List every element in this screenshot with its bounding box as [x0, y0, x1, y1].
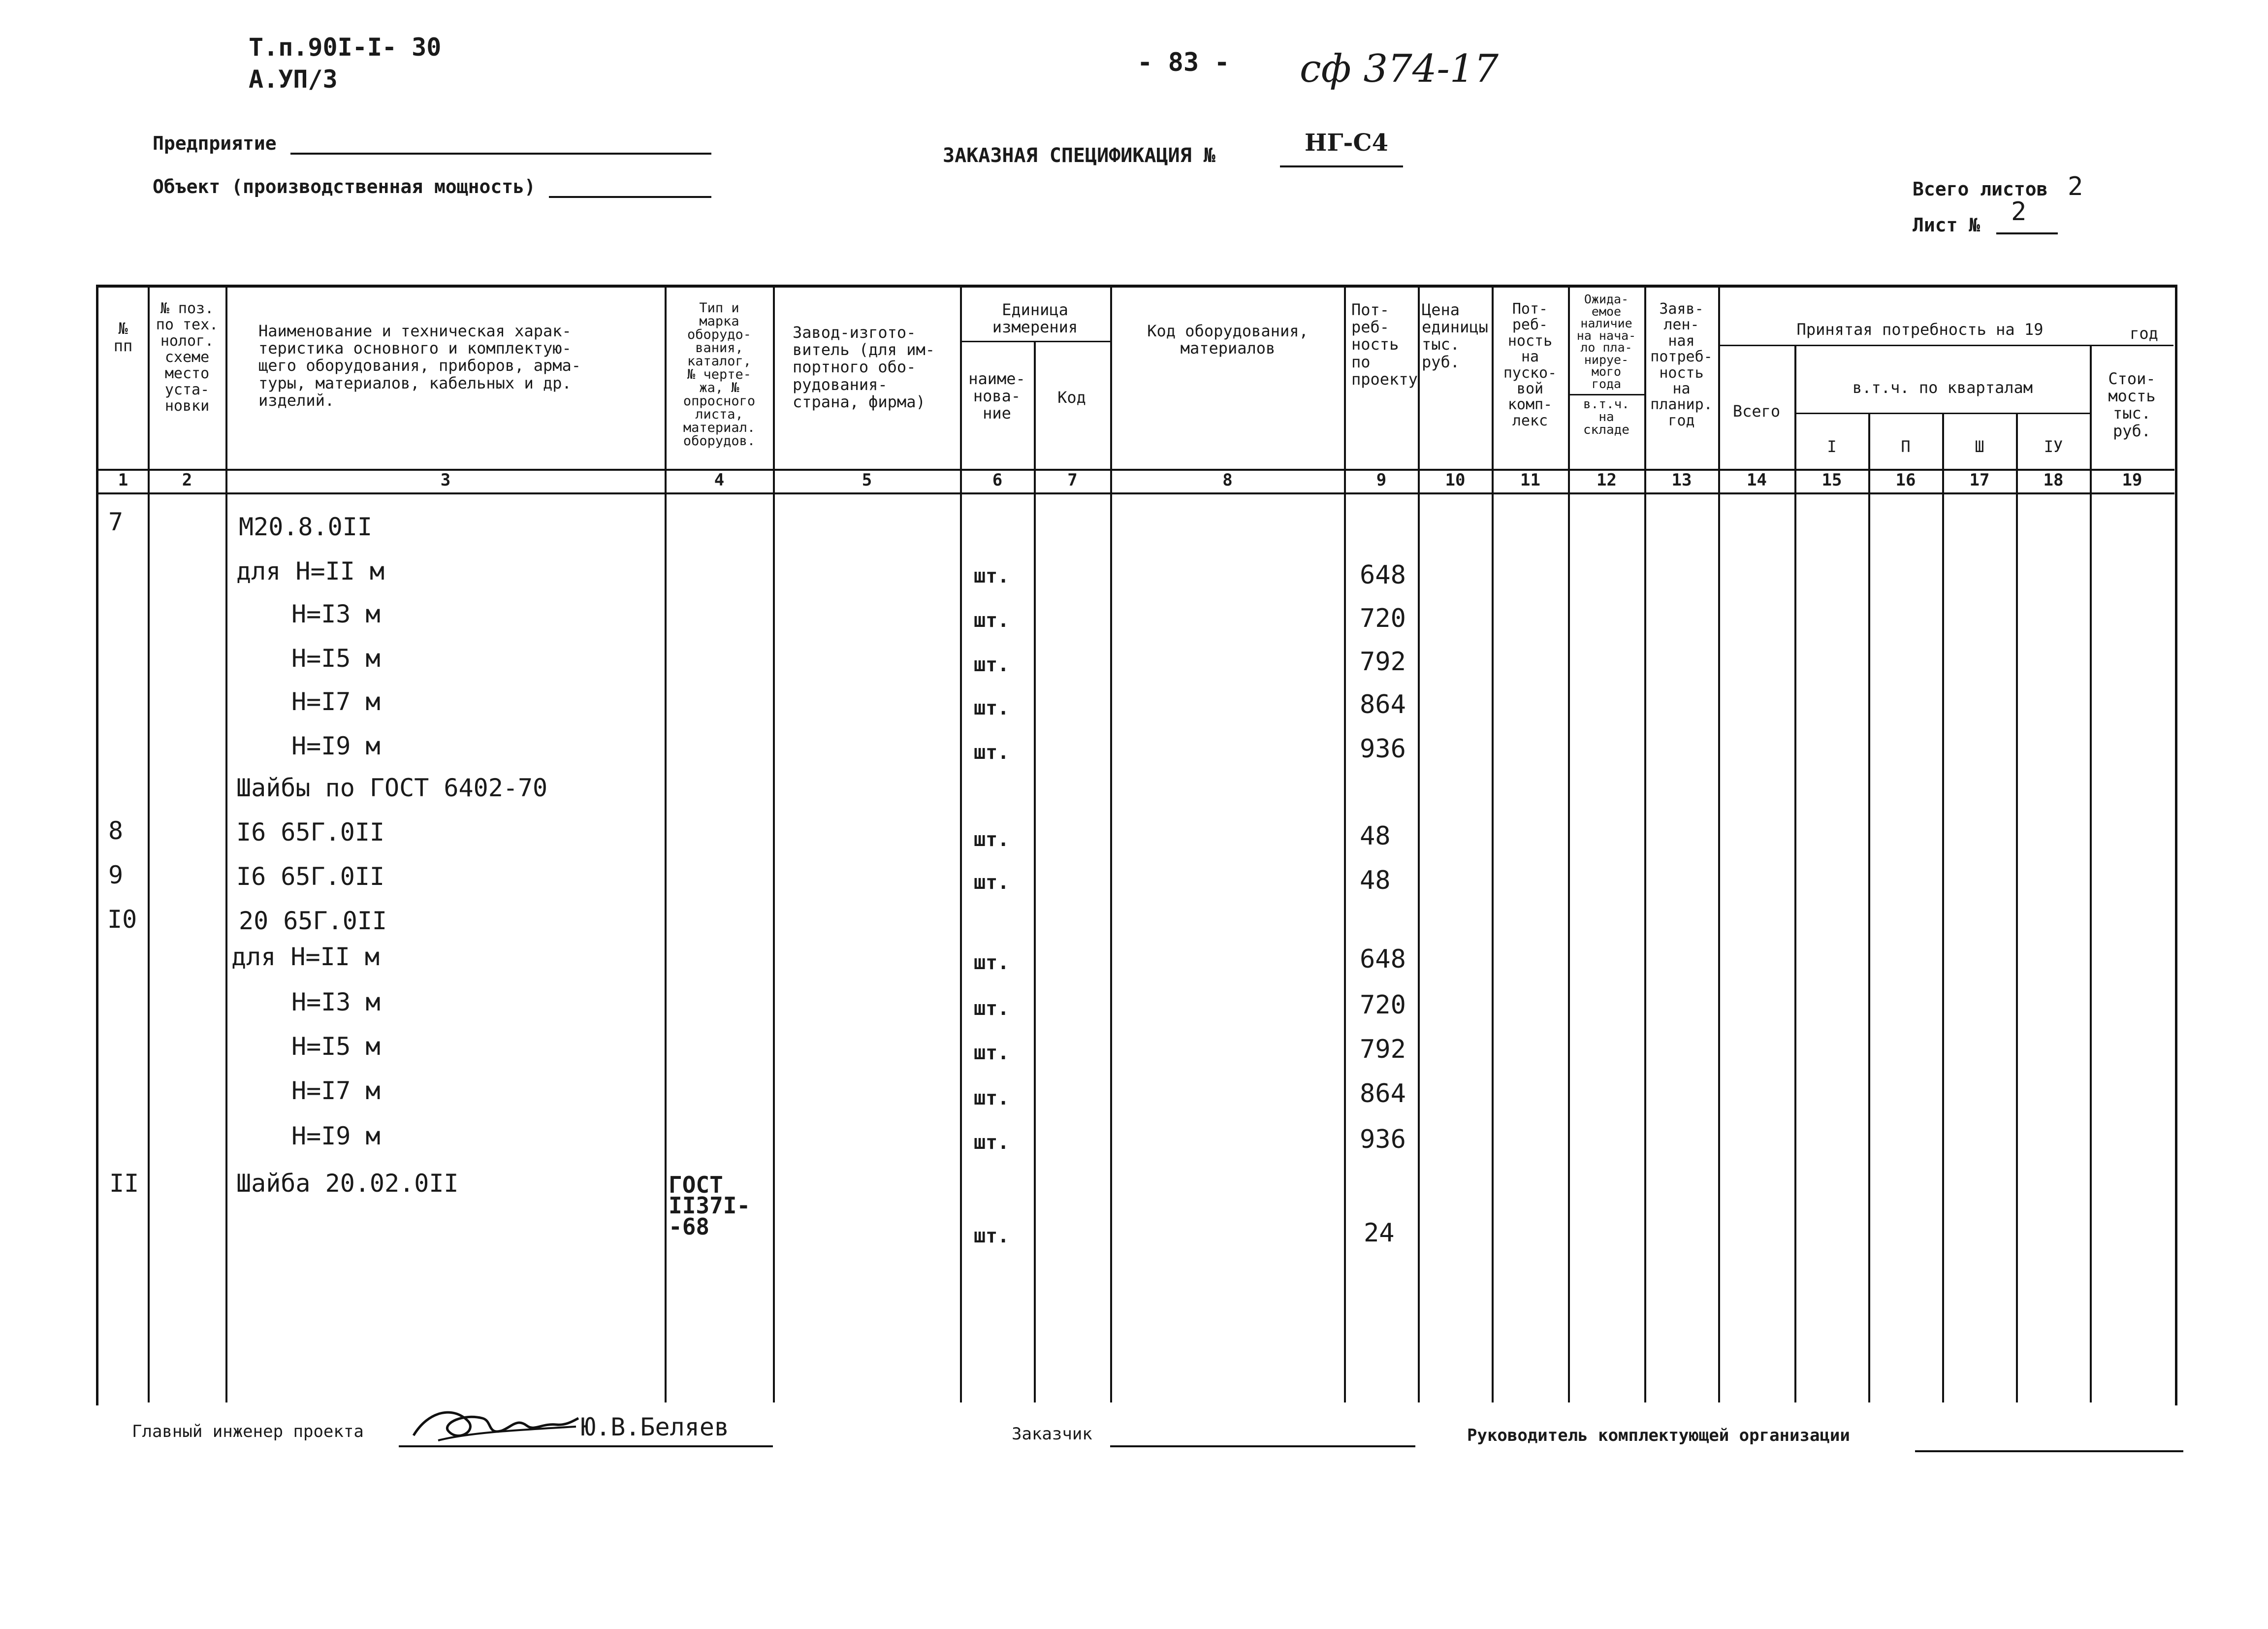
colnum-17: 17 — [1969, 470, 1990, 490]
colnum-12: 12 — [1597, 470, 1617, 490]
table-row-qty: 48 — [1360, 821, 1391, 851]
table-row-qty: 864 — [1360, 1079, 1406, 1108]
table-row-name: Н=I7 м — [291, 687, 381, 716]
colnum-bottom-line — [96, 492, 2174, 494]
total-sheets-value: 2 — [2068, 172, 2083, 201]
header-unit-group: Единица измерения — [992, 300, 1078, 337]
header-col-1: № пп — [113, 319, 133, 356]
table-row-unit: шт. — [974, 697, 1010, 719]
table-row-unit: шт. — [974, 871, 1010, 894]
colnum-9: 9 — [1376, 470, 1387, 490]
header-col-12-top: Ожида- емое наличие на нача- ло пла- нируе- мого года — [1576, 292, 1636, 391]
stock-split-line — [1568, 394, 1644, 395]
header-col-16: П — [1901, 437, 1911, 456]
object-line — [549, 196, 711, 198]
customer-line — [1110, 1445, 1415, 1447]
doc-code-line2: А.УП/З — [249, 65, 338, 94]
colnum-16: 16 — [1895, 470, 1916, 490]
sheet-number-line — [1996, 232, 2058, 234]
table-row-unit: шт. — [974, 653, 1010, 676]
table-row-qty: 864 — [1360, 690, 1406, 719]
colnum-6: 6 — [992, 470, 1003, 490]
supplier-head-line — [1915, 1450, 2183, 1452]
table-row-name: Н=I7 м — [291, 1076, 381, 1105]
table-row-unit: шт. — [974, 1225, 1010, 1247]
table-row-name: Шайбы по ГОСТ 6402-70 — [236, 774, 548, 802]
header-col-10: Цена единицы тыс. руб. — [1422, 300, 1488, 371]
table-row-unit: шт. — [974, 828, 1010, 851]
header-col-4: Тип и марка оборудо- вания, каталог, № черте- жа, № опросного листа, материал. оборудов. — [683, 300, 756, 449]
header-col-14: Всего — [1732, 402, 1781, 421]
spec-number-line — [1280, 165, 1403, 167]
table-row-qty: 936 — [1360, 1125, 1406, 1154]
table-row-name: 20 65Г.0II — [239, 907, 387, 935]
total-sheets-label: Всего листов — [1913, 178, 2048, 200]
table-row-name: I6 65Г.0II — [236, 862, 385, 891]
enterprise-line — [290, 153, 711, 155]
table-row-unit: шт. — [974, 1042, 1010, 1064]
table-row-qty: 648 — [1360, 560, 1406, 590]
header-quarters-title: в.т.ч. по кварталам — [1852, 378, 2033, 397]
colnum-18: 18 — [2043, 470, 2064, 490]
colnum-1: 1 — [118, 470, 128, 490]
sheet-number: 2 — [2011, 197, 2027, 227]
spec-title: ЗАКАЗНАЯ СПЕЦИФИКАЦИЯ № — [943, 144, 1215, 167]
supplier-head-label: Руководитель комплектующей организации — [1467, 1426, 1850, 1445]
table-row-qty: 648 — [1360, 945, 1406, 974]
table-row-pos: II — [109, 1169, 139, 1198]
table-row-name: Н=I5 м — [291, 1032, 381, 1061]
table-row-name: Н=I3 м — [291, 600, 381, 628]
table-row-qty: 720 — [1360, 604, 1406, 633]
header-accepted-title: Принятая потребность на 19 — [1796, 320, 2044, 339]
header-col-2: № поз. по тех. нолог. схеме место уста- новки — [156, 300, 219, 415]
sheet-label: Лист № — [1913, 214, 1981, 236]
header-col-6: наиме- нова- ние — [968, 369, 1025, 423]
spec-number: НГ-С4 — [1305, 129, 1389, 157]
chief-engineer-label: Главный инженер проекта — [132, 1422, 364, 1441]
table-row-qty: 720 — [1360, 990, 1406, 1020]
table-row-qty: 792 — [1360, 1035, 1406, 1064]
colnum-2: 2 — [182, 470, 192, 490]
header-col-5: Завод-изгото- витель (для им- портного обо- рудования- страна, фирма) — [793, 323, 935, 411]
table-row-unit: шт. — [974, 609, 1010, 632]
header-accepted-year: год — [2130, 324, 2158, 343]
colnum-7: 7 — [1067, 470, 1078, 490]
header-col-15: I — [1827, 437, 1837, 456]
colnum-14: 14 — [1747, 470, 1767, 490]
table-row-qty: 24 — [1364, 1218, 1395, 1248]
table-row-unit: шт. — [974, 741, 1010, 764]
colnum-3: 3 — [440, 470, 451, 490]
page-number: - 83 - — [1137, 48, 1230, 77]
header-col-19: Стои- мость тыс. руб. — [2108, 369, 2156, 440]
accepted-group-line — [1718, 345, 2173, 346]
colnum-11: 11 — [1520, 470, 1540, 490]
header-col-17: Ш — [1975, 437, 1984, 456]
table-row-pos: 9 — [108, 861, 124, 889]
colnum-19: 19 — [2122, 470, 2142, 490]
header-col-7: Код — [1057, 388, 1086, 407]
colnum-8: 8 — [1222, 470, 1233, 490]
colnum-10: 10 — [1445, 470, 1466, 490]
table-row-type: ГОСТ II37I- -68 — [669, 1172, 751, 1240]
object-label: Объект (производственная мощность) — [153, 176, 536, 197]
colnum-13: 13 — [1671, 470, 1692, 490]
table-row-name: М20.8.0II — [239, 513, 372, 541]
table-row-name: Н=I9 м — [291, 732, 381, 760]
header-col-11: Пот- реб- ность на пуско- вой комп- лекс — [1503, 300, 1557, 429]
header-col-3: Наименование и техническая харак- теристика основного и комплектую- щего оборудования, приборов, арма- туры, материалов, кабельных и др. изделий. — [258, 322, 581, 410]
doc-code-line1: Т.п.90I-I- 30 — [249, 33, 442, 62]
header-col-9: Пот- реб- ность по проекту — [1351, 300, 1418, 389]
header-col-8: Код оборудования, материалов — [1147, 322, 1309, 358]
enterprise-label: Предприятие — [153, 132, 277, 154]
table-row-unit: шт. — [974, 951, 1010, 974]
table-row-name: I6 65Г.0II — [236, 818, 385, 847]
table-row-qty: 792 — [1360, 647, 1406, 677]
table-row-qty: 936 — [1360, 734, 1406, 764]
header-col-13: Заяв- лен- ная потреб- ность на планир. год — [1650, 300, 1713, 429]
table-row-name: Н=I9 м — [291, 1122, 381, 1150]
table-row-unit: шт. — [974, 565, 1010, 587]
handwritten-reference: сф 374-17 — [1300, 47, 1499, 91]
chief-engineer-name: Ю.В.Беляев — [581, 1413, 730, 1441]
table-row-name: Н=I5 м — [291, 644, 381, 673]
table-row-name: для Н=II м — [236, 557, 385, 586]
table-row-pos: 8 — [108, 816, 124, 845]
table-row-pos: 7 — [108, 508, 124, 536]
table-row-qty: 48 — [1360, 866, 1391, 895]
table-row-name: Н=I3 м — [291, 988, 381, 1016]
colnum-15: 15 — [1821, 470, 1842, 490]
table-row-name: для Н=II м — [231, 943, 380, 971]
table-row-name: Шайба 20.02.0II — [236, 1169, 459, 1198]
table-row-unit: шт. — [974, 1131, 1010, 1154]
table-row-unit: шт. — [974, 1087, 1010, 1109]
customer-label: Заказчик — [1012, 1424, 1092, 1444]
signature-image — [409, 1396, 581, 1450]
colnum-4: 4 — [714, 470, 725, 490]
header-col-18: IУ — [2044, 437, 2063, 456]
header-col-12-bottom: в.т.ч. на складе — [1583, 397, 1629, 437]
table-row-pos: I0 — [107, 905, 137, 934]
table-row-unit: шт. — [974, 997, 1010, 1020]
colnum-5: 5 — [862, 470, 872, 490]
